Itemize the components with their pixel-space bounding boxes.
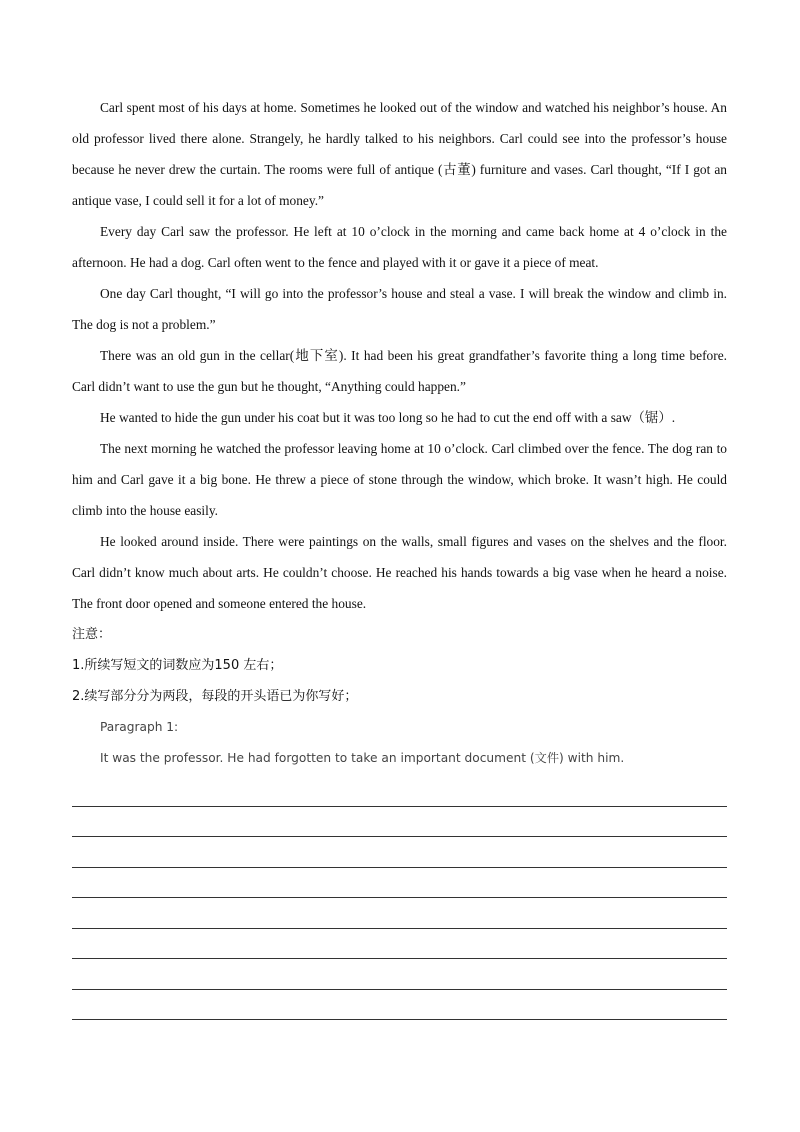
writing-line[interactable] [72,898,727,929]
writing-line[interactable] [72,990,727,1021]
story-paragraph-5: He wanted to hide the gun under his coat but it was too long so he had to cut the end off with a saw（锯）. [100,410,676,425]
document-page [72,92,727,1020]
note-item-2: 2.续写部分分为两段，每段的开头语已为你写好； [72,689,358,704]
story-section [72,92,727,619]
writing-line[interactable] [72,837,727,868]
writing-area[interactable] [72,776,727,1020]
continuation-label: Paragraph 1: [100,720,179,734]
note-item-1: 1.所续写短文的词数应为150 左右； [72,658,283,673]
story-paragraph-4: There was an old gun in the cellar(地下室). It had been his great grandfather’s favorite thing a long time before. Carl didn’t want to use the gun but he thought, “Anything could happen.” [72,348,727,394]
continuation-section [72,712,727,774]
story-paragraph-1: Carl spent most of his days at home. Sometimes he looked out of the window and watched his neighbor’s house. An old professor lived there alone. Strangely, he hardly talked to his neighbors. Carl could see into the professor’s house because he never drew the curtain. The rooms were full of antique (古董) furniture and vases. Carl thought, “If I got an antique vase, I could sell it for a lot of money.” [72,100,727,208]
story-paragraph-6: The next morning he watched the professor leaving home at 10 o’clock. Carl climbed over the fence. The dog ran to him and Carl gave it a big bone. He threw a piece of stone through the window, which broke. It wasn’t high. He could climb into the house easily. [72,441,727,518]
writing-line[interactable] [72,868,727,899]
writing-line[interactable] [72,776,727,807]
story-paragraph-7: He looked around inside. There were paintings on the walls, small figures and vases on the shelves and the floor. Carl didn’t know much about arts. He couldn’t choose. He reached his hands towards a big vase when he heard a noise. The front door opened and someone entered the house. [72,534,727,611]
continuation-opening: It was the professor. He had forgotten to take an important document (文件) with him. [100,751,625,765]
notes-heading: 注意： [72,627,112,642]
writing-line[interactable] [72,959,727,990]
notes-section [72,619,727,712]
writing-line[interactable] [72,807,727,838]
story-paragraph-3: One day Carl thought, “I will go into the professor’s house and steal a vase. I will break the window and climb in. The dog is not a problem.” [72,286,727,332]
writing-line[interactable] [72,929,727,960]
story-paragraph-2: Every day Carl saw the professor. He left at 10 o’clock in the morning and came back home at 4 o’clock in the afternoon. He had a dog. Carl often went to the fence and played with it or gave it a piece of meat. [72,224,727,270]
